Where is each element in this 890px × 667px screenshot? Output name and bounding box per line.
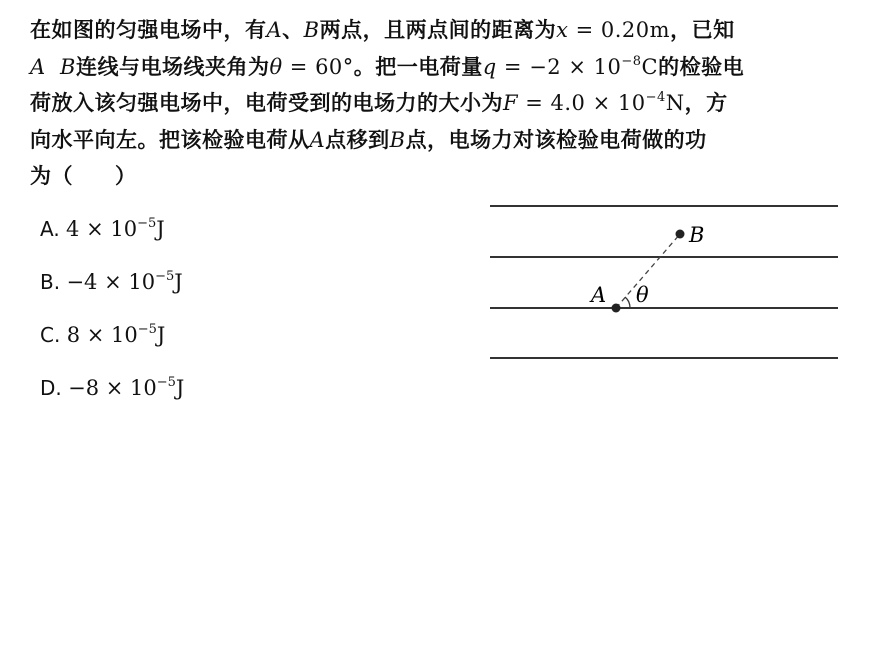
text-segment: ） [115, 164, 137, 188]
text-segment: 的检验电 [658, 54, 745, 79]
text-segment: ，已知 [670, 18, 735, 42]
question-line-2 [30, 49, 870, 86]
angle-arc [625, 297, 630, 308]
point-a-symbol: A [266, 18, 283, 42]
angle-expression: θ = 60° [269, 54, 354, 79]
label-theta: θ [636, 283, 649, 307]
point-a-symbol: A B [30, 54, 76, 79]
option-unit: J [156, 217, 165, 241]
question-line-3 [30, 85, 870, 122]
point-a-dot [612, 304, 621, 313]
distance-expression: x = 0.20m [556, 18, 671, 42]
electric-field-diagram [480, 190, 850, 375]
option-value: −8 × 10 [68, 376, 157, 400]
option-c[interactable] [40, 316, 440, 369]
text-segment: 点，电场力对该检验电荷做的功 [405, 127, 707, 152]
option-value: −4 × 10 [66, 270, 156, 294]
option-letter: B. [40, 270, 67, 294]
option-value: 8 × 10 [66, 323, 138, 347]
text-segment: 。把一电荷量 [353, 54, 483, 79]
text-segment: ，方 [684, 91, 728, 115]
option-exponent: −5 [156, 375, 176, 390]
text-segment: 两点，且两点间的距离为 [319, 18, 557, 42]
point-a-symbol: A [309, 127, 326, 152]
option-exponent: −5 [137, 322, 157, 337]
text-segment: 、 [282, 18, 304, 42]
question-line-1 [30, 12, 870, 49]
charge-expression: $q = -2 \times 10^{-8}C$ [482, 53, 659, 79]
option-exponent: −5 [137, 216, 157, 231]
option-letter: D. [40, 376, 69, 400]
label-b: B [689, 223, 705, 247]
option-d[interactable] [40, 369, 440, 422]
point-b-symbol: B [303, 18, 320, 42]
label-a: A [591, 283, 607, 307]
question-text [30, 12, 870, 195]
text-segment: 荷放入该匀强电场中，电荷受到的电场力的大小为 [30, 91, 503, 115]
option-b[interactable] [40, 263, 440, 316]
point-b-dot [676, 230, 685, 239]
option-unit: J [175, 376, 185, 400]
point-b-symbol: B [389, 127, 406, 152]
option-value: 4 × 10 [66, 217, 138, 241]
option-unit: J [156, 323, 166, 347]
text-segment: 点移到 [325, 127, 390, 152]
question-line-4 [30, 122, 870, 159]
option-unit: J [174, 270, 183, 294]
text-segment: 为（ [30, 164, 73, 188]
text-segment: 向水平向左。把该检验电荷从 [30, 127, 310, 152]
option-a[interactable] [40, 210, 440, 263]
text-segment: 在如图的匀强电场中，有 [30, 18, 267, 42]
option-letter: C. [40, 323, 67, 347]
option-exponent: −5 [155, 269, 175, 284]
option-letter: A. [40, 217, 67, 241]
force-expression: $F = 4.0 \times 10^{-4}N$ [503, 90, 685, 115]
text-segment: 连线与电场线夹角为 [75, 54, 270, 79]
answer-options [40, 210, 440, 422]
